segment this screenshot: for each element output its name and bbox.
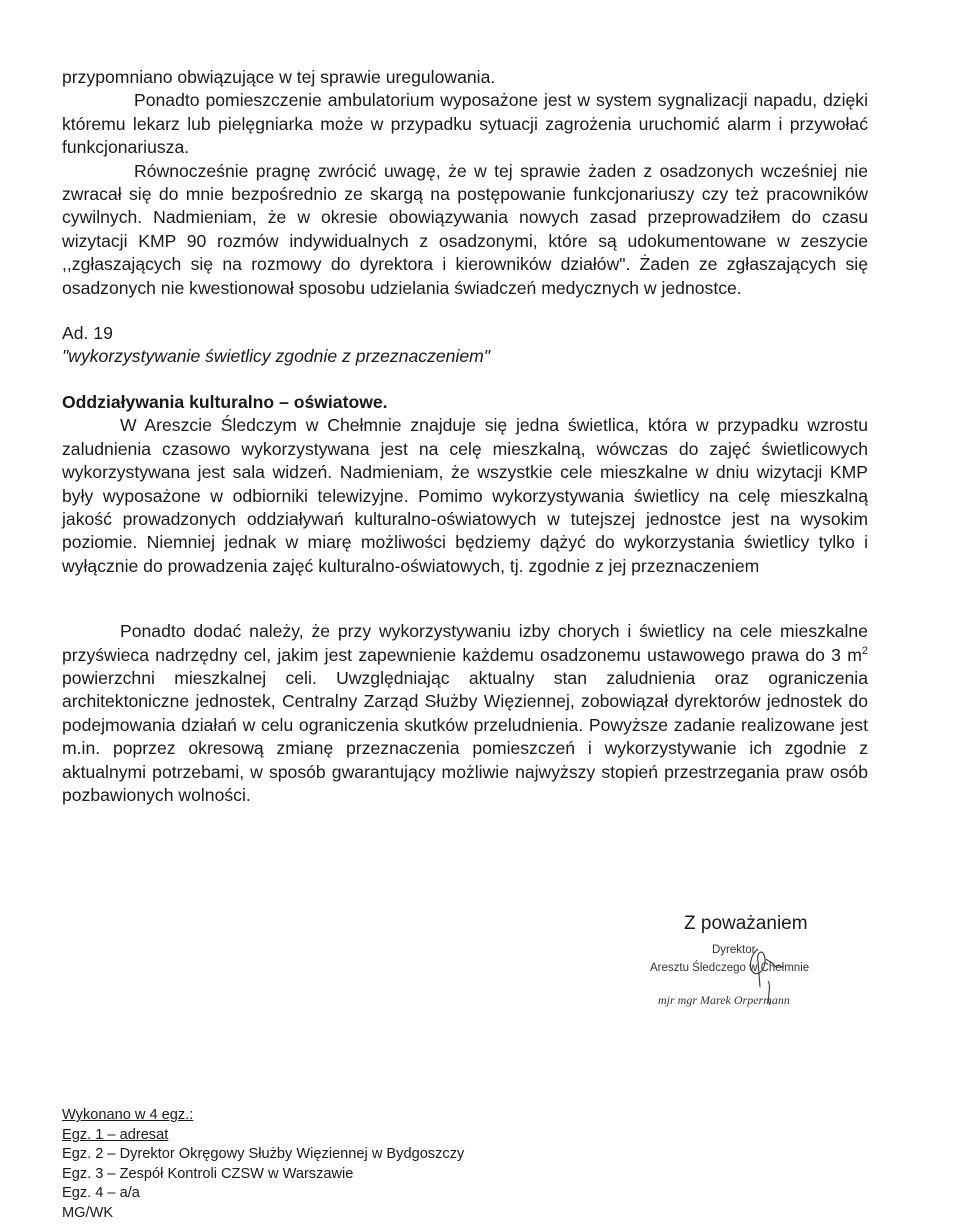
- paragraph-continuation: przypomniano obwiązujące w tej sprawie uregulowania.: [62, 67, 496, 87]
- copies-footer: [62, 1106, 464, 1224]
- overcrowding-text-b: powierzchni mieszkalnej celi. Uwzględniając aktualny stan zaludnienia oraz ograniczenia architektoniczne jednostek, Centralny Zarząd Służby Więziennej, zobowiązał dyrektorów jednostek do podejmowania działań w celu ograniczenia skutków przeludnienia. Powyższe zadanie realizowane jest m.in. poprzez okresową zmianę przeznaczenia pomieszczeń i wykorzystywanie ich zgodnie z aktualnymi potrzebami, w sposób gwarantujący możliwie najwyższy stopień przestrzegania praw osób pozbawionych wolności.: [62, 667, 868, 805]
- regards-line: Z poważaniem: [684, 913, 808, 934]
- overcrowding-text-a: Ponadto dodać należy, że przy wykorzystywaniu izby chorych i świetlicy na cele mieszkalne przyświeca nadrzędny cel, jakim jest zapewnienie każdemu osadzonemu ustawowego prawa do 3 m: [62, 621, 868, 665]
- stamp-unit: Aresztu Śledczego w Chełmnie: [650, 962, 810, 974]
- paragraph-overcrowding: [62, 620, 868, 807]
- paragraph-common-room: W Areszcie Śledczym w Chełmnie znajduje się jedna świetlica, która w przypadku wzrostu zaludnienia czasowo wykorzystywana jest na celę mieszkalną, wówczas do zajęć świetlicowych wykorzystywana jest sala widzeń. Nadmieniam, że wszystkie cele mieszkalne w dniu wizytacji KMP były wyposażone w odbiorniki telewizyjne. Pomimo wykorzystywania świetlicy na celę mieszkalną jakość prowadzonych oddziaływań kulturalno-oświatowych w tutejszej jednostce jest na wysokim poziomie. Niemniej jednak w miarę możliwości będziemy dążyć do wykorzystania świetlicy tylko i wyłącznie do prowadzenia zajęć kulturalno-oświatowych, tj. zgodnie z jej przeznaczeniem: [62, 415, 868, 576]
- letter-body: [62, 66, 868, 807]
- paragraph-alarm-system: Ponadto pomieszczenie ambulatorium wyposażone jest w system sygnalizacji napadu, dzięki któremu lekarz lub pielęgniarka może w przypadku sytuacji zagrożenia uruchomić alarm i przywołać funkcjonariusza.: [62, 90, 868, 158]
- footer-initials: MG/WK: [62, 1204, 114, 1221]
- handwritten-signature: [650, 943, 870, 1023]
- footer-copies-header: Wykonano w 4 egz.:: [62, 1107, 194, 1123]
- ad-label: Ad. 19: [62, 323, 113, 344]
- section-heading: Oddziaływania kulturalno – oświatowe.: [62, 391, 388, 412]
- footer-copy-4: Egz. 4 – a/a: [62, 1185, 140, 1202]
- footer-copy-2: Egz. 2 – Dyrektor Okręgowy Służby Więziennej w Bydgoszczy: [62, 1146, 465, 1163]
- stamp-name: mjr mgr Marek Orpermann: [658, 993, 790, 1007]
- stamp-title: Dyrektor: [712, 944, 756, 956]
- ad-quote: "wykorzystywanie świetlicy zgodnie z przeznaczeniem": [62, 346, 491, 367]
- footer-copy-1: Egz. 1 – adresat: [62, 1126, 169, 1143]
- paragraph-complaints: Równocześnie pragnę zwrócić uwagę, że w tej sprawie żaden z osadzonych wcześniej nie zwracał się do mnie bezpośrednio ze skargą na postępowanie funkcjonariuszy czy też pracowników cywilnych. Nadmieniam, że w okresie obowiązywania nowych zasad przeprowadziłem do czasu wizytacji KMP 90 rozmów indywidualnych z osadzonymi, które są udokumentowane w zeszycie ,,zgłaszających się na rozmowy do dyrektora i kierowników działów". Żaden ze zgłaszających się osadzonych nie kwestionował sposobu udzielania świadczeń medycznych w jednostce.: [62, 160, 868, 298]
- superscript-two: 2: [861, 644, 868, 657]
- footer-copy-3: Egz. 3 – Zespół Kontroli CZSW w Warszawie: [62, 1165, 354, 1182]
